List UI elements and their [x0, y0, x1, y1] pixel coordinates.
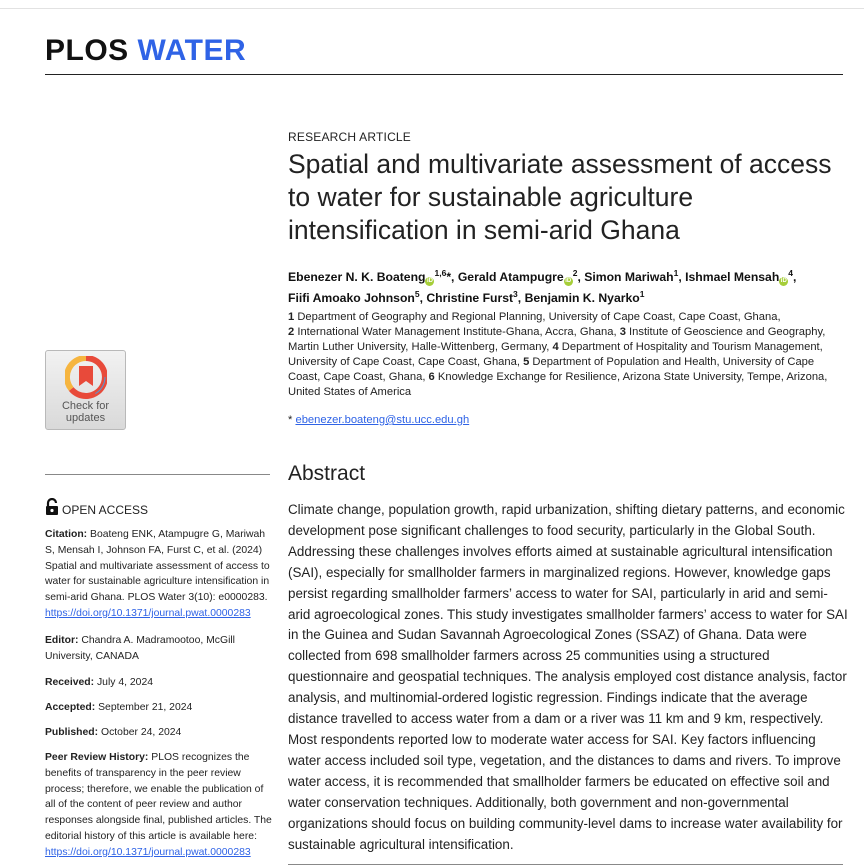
author-name: Gerald Atampugre	[457, 270, 564, 284]
sidebar-divider	[45, 474, 270, 475]
author-affiliation-ref: 1	[639, 289, 645, 299]
check-updates-label	[46, 400, 125, 424]
affiliation-text: Department of Population and Health, University of Cape Coast, Cape Coast, Ghana,	[288, 356, 815, 383]
published-label: Published:	[45, 727, 99, 738]
journal-logo[interactable]	[45, 34, 246, 68]
article-type: RESEARCH ARTICLE	[288, 130, 412, 144]
published-block	[45, 725, 273, 741]
accepted-date: September 21, 2024	[98, 702, 193, 713]
author-separator: ,	[793, 270, 797, 284]
author	[525, 291, 645, 305]
author-list	[288, 265, 848, 306]
editor-block	[45, 633, 273, 665]
check-updates-line1: Check for	[61, 400, 110, 412]
author-affiliation-ref: 1,6	[434, 268, 447, 278]
editor-text: Chandra A. Madramootoo, McGill University, CANADA	[45, 635, 235, 662]
author-separator: ,	[678, 270, 686, 284]
author	[288, 291, 426, 305]
author-name: Ebenezer N. K. Boateng	[288, 270, 426, 284]
affiliation-number: 5	[523, 356, 530, 368]
affiliation-number: 6	[428, 371, 435, 383]
affiliation-text: Knowledge Exchange for Resilience, Arizona State University, Tempe, Arizona, United States of America	[288, 371, 828, 398]
orcid-icon[interactable]: iD	[780, 278, 787, 284]
citation-label: Citation:	[45, 529, 88, 540]
corresponding-email-link[interactable]: ebenezer.boateng@stu.ucc.edu.gh	[295, 414, 470, 426]
accepted-block	[45, 700, 273, 716]
journal-logo-water: WATER	[137, 34, 247, 67]
author-affiliation-ref: 3	[513, 289, 518, 299]
peer-review-doi-link[interactable]: https://doi.org/10.1371/journal.pwat.0000283	[45, 846, 251, 858]
author-separator: *,	[446, 270, 458, 284]
editor-label: Editor:	[45, 635, 79, 646]
author-separator: ,	[577, 270, 585, 284]
peer-review-label: Peer Review History:	[45, 752, 149, 763]
affiliation	[288, 311, 781, 323]
author	[685, 270, 796, 284]
citation-doi-link[interactable]: https://doi.org/10.1371/journal.pwat.0000283	[45, 607, 251, 619]
author	[288, 270, 458, 284]
author	[426, 291, 524, 305]
received-block	[45, 675, 273, 691]
affiliation-number: 4	[552, 341, 559, 353]
citation-text: Boateng ENK, Atampugre G, Mariwah S, Mensah I, Johnson FA, Furst C, et al. (2024) Spatial and multivariate assessment of access to water for sustainable agriculture intensification in semi-arid Ghana. PLOS Water 3(10): e0000283.	[45, 529, 270, 604]
affiliation-text: Institute of Geoscience and Geography, Martin Luther University, Halle-Wittenberg, Germany,	[288, 326, 826, 353]
corresponding-author	[288, 414, 469, 426]
footer-divider	[288, 864, 843, 865]
published-date: October 24, 2024	[101, 727, 182, 738]
received-date: July 4, 2024	[96, 677, 154, 688]
author	[584, 270, 685, 284]
author-separator: ,	[517, 291, 525, 305]
abstract-heading: Abstract	[288, 462, 366, 485]
affiliation-text: International Water Management Institute-Ghana, Accra, Ghana,	[294, 326, 620, 338]
affiliation-list	[288, 310, 848, 400]
top-border	[0, 8, 864, 9]
received-label: Received:	[45, 677, 95, 688]
affiliation	[288, 326, 620, 338]
author-affiliation-ref: 4	[788, 268, 794, 278]
corresponding-marker: *	[288, 414, 293, 426]
header-divider	[45, 74, 843, 75]
affiliation-number: 2	[288, 326, 295, 338]
author-name: Fiifi Amoako Johnson	[288, 291, 415, 305]
affiliation-number: 3	[619, 326, 626, 338]
citation-block	[45, 527, 273, 622]
author-affiliation-ref: 5	[414, 289, 420, 299]
journal-logo-plos: PLOS	[45, 34, 129, 67]
author-name: Ishmael Mensah	[685, 270, 780, 284]
author-affiliation-ref: 2	[572, 268, 578, 278]
check-updates-line2: updates	[65, 412, 106, 424]
check-for-updates-badge[interactable]	[45, 350, 126, 430]
peer-review-block	[45, 750, 273, 861]
check-updates-icon	[65, 356, 107, 400]
author	[458, 270, 584, 284]
author-name: Simon Mariwah	[584, 270, 674, 284]
accepted-label: Accepted:	[45, 702, 96, 713]
article-title: Spatial and multivariate assessment of access to water for sustainable agriculture intensification in semi-arid Ghana	[288, 149, 832, 245]
affiliation-text: Department of Hospitality and Tourism Management, University of Cape Coast, Cape Coast, Ghana,	[288, 341, 823, 368]
orcid-icon[interactable]: iD	[426, 278, 433, 284]
affiliation-text: Department of Geography and Regional Planning, University of Cape Coast, Cape Coast, Ghana,	[294, 311, 781, 323]
author-name: Christine Furst	[426, 291, 514, 305]
author-affiliation-ref: 1	[673, 268, 679, 278]
affiliation-number: 1	[288, 311, 295, 323]
orcid-icon[interactable]: iD	[565, 278, 572, 284]
author-name: Benjamin K. Nyarko	[524, 291, 640, 305]
open-access-label	[45, 498, 148, 517]
open-lock-icon	[45, 498, 59, 516]
author-separator: ,	[419, 291, 427, 305]
abstract-text: Climate change, population growth, rapid urbanization, shifting dietary patterns, and economic development pose significant challenges to food security, particularly in the Global South. Addressing these challenges involves efforts aimed at sustainable agricultural intensification (SAI), especially for smallholder farmers in marginalized regions. However, knowledge gaps persist regarding smallholder farmers’ access to water for SAI, particularly in arid and semi-arid agroecological zones. This study investigates smallholder farmers’ access to water for SAI in the Guinea and Sudan Savannah Agroecological Zones (SSAZ) of Ghana. Data were collected from 698 smallholder farmers across 25 communities using a structured questionnaire and geospatial techniques. The analysis employed cost distance analysis, factor analysis, and multinomial-ordered logistic regression. Findings indicate that the average distance travelled to access water from a dam or a river was 11 km and 9 km, respectively. Most respondents reported low to moderate water access for SAI. Key factors influencing water access included soil type, vegetation, and the distances to dams and rivers. To improve water access, it is recommended that smallholder farmers be educated on effective soil and water conservation techniques. Additionally, both government and non-governmental organizations should focus on building community-level dams to increase water availability for sustainable agricultural intensification.	[288, 502, 848, 852]
open-access-text: OPEN ACCESS	[62, 503, 149, 517]
peer-review-text: PLOS recognizes the benefits of transparency in the peer review process; therefore, we enable the publication of all of the content of peer review and author responses alongside final, published articles. The editorial history of this article is available here:	[45, 752, 272, 842]
